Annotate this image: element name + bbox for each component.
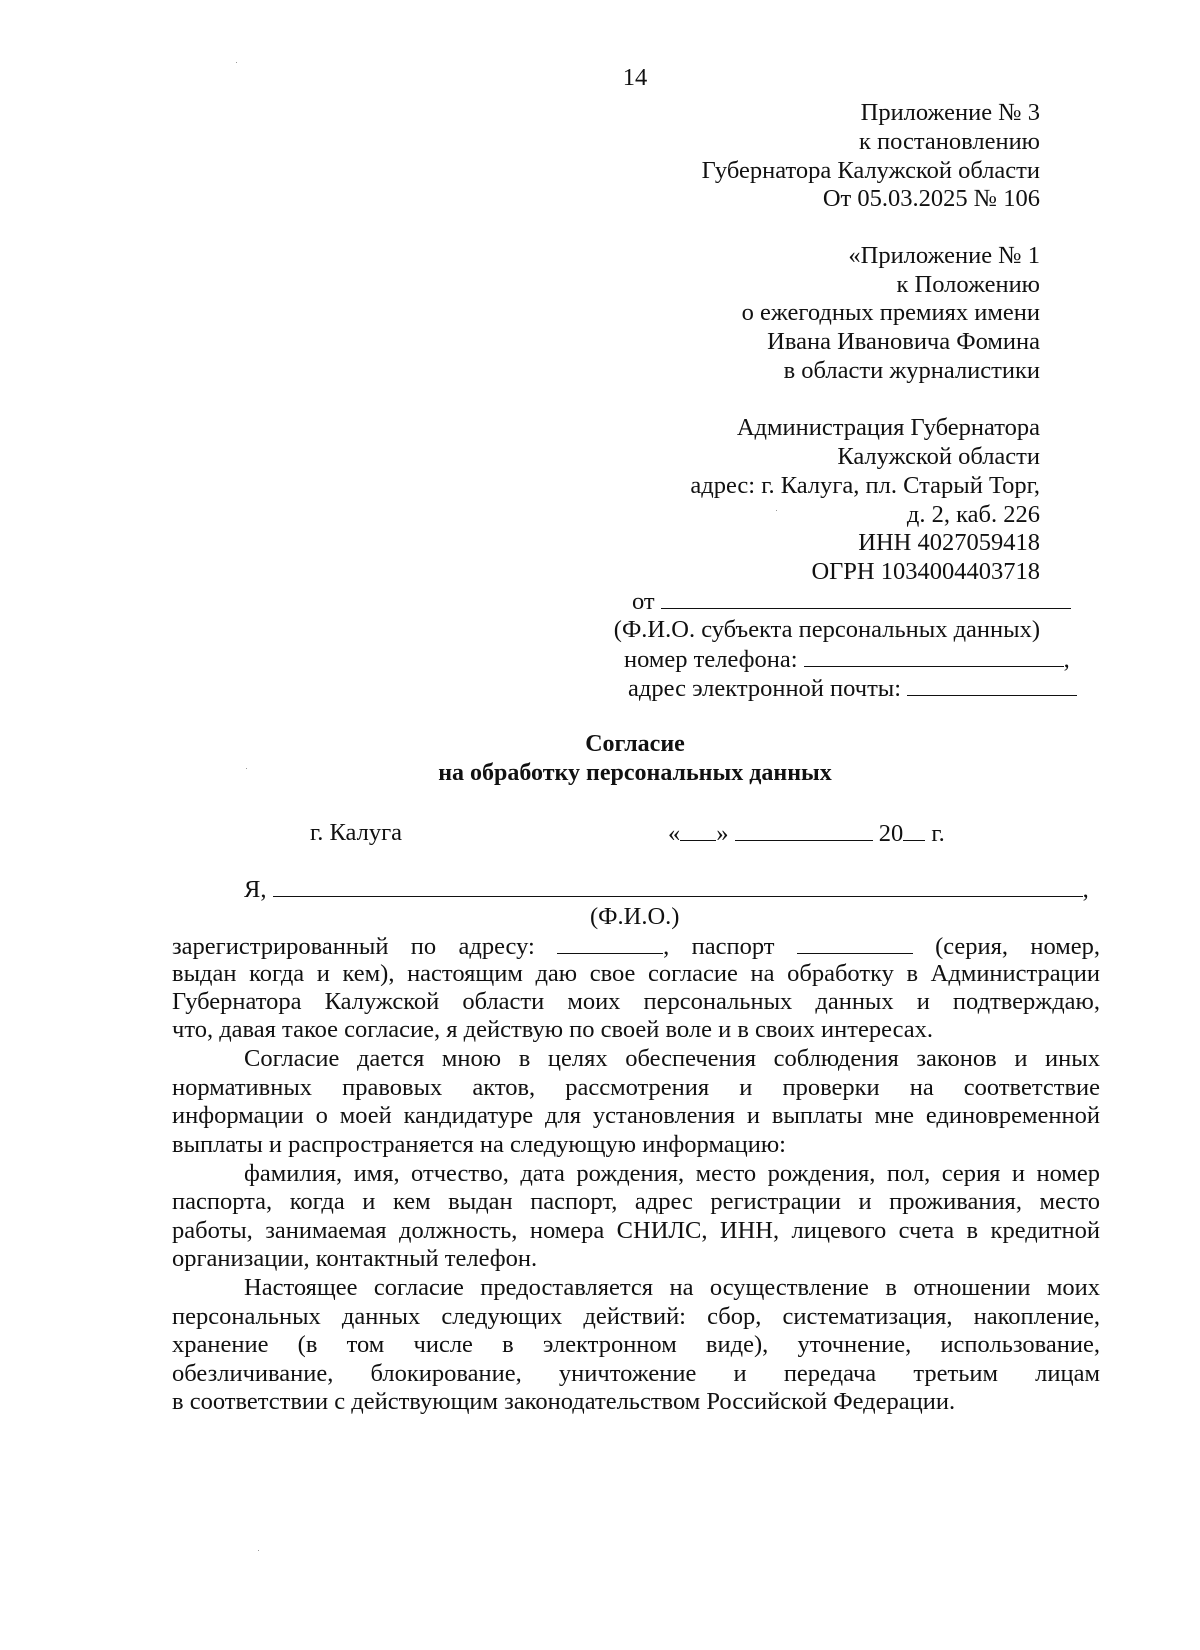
scan-speck — [236, 62, 237, 63]
text-fragment: паспорт — [691, 933, 775, 960]
regulation-appendix-line: в области журналистики — [783, 357, 1040, 384]
paragraph-line: фамилия, имя, отчество, дата рождения, место рождения, пол, серия и номер — [244, 1160, 1100, 1187]
email-label: адрес электронной почты: — [628, 675, 902, 702]
registration-address-field[interactable] — [557, 931, 663, 954]
paragraph-line: организации, контактный телефон. — [172, 1245, 538, 1272]
passport-field[interactable] — [797, 931, 913, 954]
recipient-line: адрес: г. Калуга, пл. Старый Торг, — [690, 472, 1040, 499]
header-appendix-line: От 05.03.2025 № 106 — [822, 185, 1040, 212]
paragraph-line: выплаты и распространяется на следующую информацию: — [172, 1131, 786, 1158]
paragraph-line: нормативных правовых актов, рассмотрения и проверки на соответствие — [172, 1074, 1100, 1101]
self-name-field[interactable] — [273, 874, 1083, 897]
header-appendix-line: Приложение № 3 — [860, 99, 1040, 126]
regulation-appendix-line: Ивана Ивановича Фомина — [767, 328, 1040, 355]
recipient-line: ОГРН 1034004403718 — [811, 558, 1040, 585]
date-year-prefix: 20 — [878, 820, 904, 847]
date-day-field[interactable] — [680, 818, 716, 841]
phone-label: номер телефона: — [624, 646, 798, 673]
header-appendix-line: Губернатора Калужской области — [701, 157, 1040, 184]
paragraph-line: обезличивание, блокирование, уничтожение и передача третьим лицам — [172, 1360, 1100, 1387]
text-fragment: зарегистрированный по адресу: — [172, 933, 535, 960]
paragraph-line: что, давая такое согласие, я действую по своей воле и в своих интересах. — [172, 1016, 933, 1043]
phone-suffix: , — [1063, 646, 1070, 673]
email-field[interactable] — [907, 673, 1077, 696]
self-suffix: , — [1082, 876, 1089, 903]
paragraph-line: работы, занимаемая должность, номера СНИЛС, ИНН, лицевого счета в кредитной — [172, 1217, 1100, 1244]
self-name-caption: (Ф.И.О.) — [590, 903, 680, 930]
paragraph-line: информации о моей кандидатуре для установления и выплаты мне единовременной — [172, 1102, 1100, 1129]
phone-field[interactable] — [804, 644, 1064, 667]
regulation-appendix-line: к Положению — [896, 271, 1040, 298]
recipient-line: ИНН 4027059418 — [858, 529, 1040, 556]
document-title: Согласие — [585, 731, 685, 757]
self-row — [244, 874, 1089, 904]
paragraph-line: паспорта, когда и кем выдан паспорт, адрес регистрации и проживания, место — [172, 1188, 1100, 1215]
from-row — [632, 586, 1071, 616]
date-year-field[interactable] — [903, 818, 925, 841]
document-subtitle: на обработку персональных данных — [438, 760, 832, 786]
email-row — [628, 673, 1077, 703]
place: г. Калуга — [310, 819, 403, 846]
date-row — [668, 818, 945, 848]
paragraph-line: Настоящее согласие предоставляется на осуществление в отношении моих — [244, 1274, 1100, 1301]
scan-speck — [246, 768, 247, 769]
paragraph-line — [172, 931, 1100, 962]
self-prefix: Я, — [244, 876, 267, 903]
paragraph-line: в соответствии с действующим законодательством Российской Федерации. — [172, 1388, 956, 1415]
date-open-quote: « — [668, 820, 681, 847]
paragraph-line: хранение (в том числе в электронном виде), уточнение, использование, — [172, 1331, 1100, 1358]
from-name-caption: (Ф.И.О. субъекта персональных данных) — [613, 616, 1040, 643]
from-name-field[interactable] — [661, 586, 1071, 609]
phone-row — [624, 644, 1070, 674]
date-year-suffix: г. — [931, 820, 945, 847]
header-appendix-line: к постановлению — [859, 128, 1040, 155]
from-label: от — [632, 588, 655, 615]
text-fragment: (серия, номер, — [935, 933, 1100, 960]
recipient-line: д. 2, каб. 226 — [906, 501, 1040, 528]
paragraph-line: выдан когда и кем), настоящим даю свое согласие на обработку в Администрации — [172, 960, 1100, 987]
date-month-field[interactable] — [735, 818, 873, 841]
scan-speck — [776, 510, 777, 511]
regulation-appendix-line: «Приложение № 1 — [848, 242, 1040, 269]
date-close-quote: » — [716, 820, 729, 847]
paragraph-line: Губернатора Калужской области моих персональных данных и подтверждаю, — [172, 988, 1100, 1015]
regulation-appendix-line: о ежегодных премиях имени — [741, 299, 1040, 326]
page-number: 14 — [622, 64, 648, 91]
paragraph-line: персональных данных следующих действий: сбор, систематизация, накопление, — [172, 1303, 1100, 1330]
scan-speck — [258, 1550, 259, 1551]
paragraph-line: Согласие дается мною в целях обеспечения соблюдения законов и иных — [244, 1045, 1100, 1072]
recipient-line: Калужской области — [837, 443, 1040, 470]
recipient-line: Администрация Губернатора — [736, 414, 1040, 441]
text-fragment: , — [663, 933, 670, 960]
